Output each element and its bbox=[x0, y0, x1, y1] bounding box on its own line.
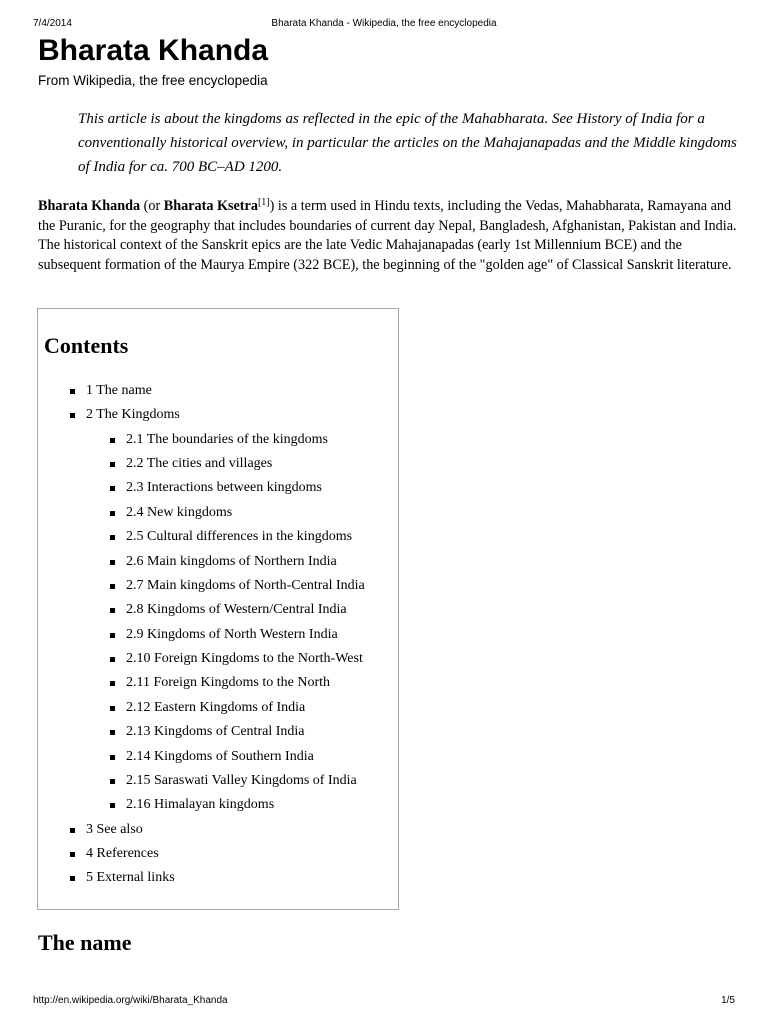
table-of-contents bbox=[37, 308, 399, 910]
toc-item[interactable] bbox=[126, 431, 328, 449]
bullet-icon bbox=[110, 706, 115, 711]
bullet-icon bbox=[110, 633, 115, 638]
link-history-of-india[interactable]: History of India bbox=[576, 111, 673, 127]
bullet-icon bbox=[70, 828, 75, 833]
toc-item-label: 2.16 Himalayan kingdoms bbox=[126, 797, 275, 813]
toc-item-label: 2.11 Foreign Kingdoms to the North bbox=[126, 675, 331, 691]
toc-item-label: 3 See also bbox=[86, 821, 143, 837]
print-title: Bharata Khanda - Wikipedia, the free encyclopedia bbox=[271, 18, 497, 29]
print-date: 7/4/2014 bbox=[33, 18, 72, 29]
bullet-icon bbox=[70, 413, 75, 418]
hatnote bbox=[78, 107, 743, 179]
toc-item[interactable] bbox=[126, 626, 338, 644]
toc-item[interactable] bbox=[126, 504, 232, 522]
bullet-icon bbox=[110, 584, 115, 589]
intro-bold-term: Bharata Khanda bbox=[38, 198, 141, 214]
section-heading: The name bbox=[38, 930, 132, 955]
toc-item-label: 2.3 Interactions between kingdoms bbox=[126, 480, 322, 496]
bullet-icon bbox=[110, 803, 115, 808]
toc-item[interactable] bbox=[126, 748, 314, 766]
toc-item[interactable] bbox=[126, 553, 337, 571]
bullet-icon bbox=[70, 876, 75, 881]
toc-item-label: 2.10 Foreign Kingdoms to the North-West bbox=[126, 651, 363, 667]
toc-item[interactable] bbox=[126, 699, 305, 717]
intro-text: (or bbox=[140, 198, 164, 214]
page-title: Bharata Khanda bbox=[38, 34, 269, 67]
reference-link[interactable]: [1] bbox=[257, 197, 270, 208]
toc-item[interactable] bbox=[86, 869, 175, 887]
toc-item-label: 1 The name bbox=[86, 383, 152, 398]
bullet-icon bbox=[70, 852, 75, 857]
bullet-icon bbox=[70, 389, 75, 394]
toc-item[interactable] bbox=[126, 577, 365, 595]
toc-item-label: 5 External links bbox=[86, 870, 175, 886]
toc-item-label: 2.13 Kingdoms of Central India bbox=[126, 724, 305, 740]
page-subtitle: From Wikipedia, the free encyclopedia bbox=[38, 73, 268, 88]
bullet-icon bbox=[110, 535, 115, 540]
bullet-icon bbox=[110, 657, 115, 662]
hatnote-text: for a conventionally historical overview, in particular the articles on the bbox=[78, 111, 705, 151]
bullet-icon bbox=[110, 608, 115, 613]
hatnote-text: and the bbox=[580, 135, 634, 151]
hatnote-text: This article is about the kingdoms as reflected in the epic of the bbox=[78, 111, 462, 127]
toc-item-label: 2.12 Eastern Kingdoms of India bbox=[126, 699, 306, 715]
bullet-icon bbox=[110, 486, 115, 491]
bullet-icon bbox=[110, 560, 115, 565]
toc-item-label: 2.9 Kingdoms of North Western India bbox=[126, 626, 338, 642]
link-mahabharata[interactable]: Mahabharata bbox=[461, 111, 545, 127]
toc-item[interactable] bbox=[86, 406, 180, 424]
toc-item[interactable] bbox=[126, 650, 363, 668]
toc-item[interactable] bbox=[126, 455, 272, 473]
intro-text: ) is a term used in Hindu texts, including the Vedas, Mahabharata, Ramayana and the Puranic, for the geography that includes boundaries of current day Nepal, Bangladesh, Afghanistan, Pakistan and India. The historical context of the Sanskrit epics are the late Vedic Mahajanapadas (early 1st Millennium BCE) and the subsequent formation of the Maurya Empire (322 BCE), the beginning of the "golden age" of Classical Sanskrit literature. bbox=[38, 198, 737, 273]
toc-item[interactable] bbox=[126, 601, 347, 619]
toc-item[interactable] bbox=[126, 772, 357, 790]
toc-item[interactable] bbox=[126, 723, 304, 741]
toc-item-label: 2.14 Kingdoms of Southern India bbox=[126, 748, 314, 764]
bullet-icon bbox=[110, 681, 115, 686]
bullet-icon bbox=[110, 730, 115, 735]
toc-item[interactable] bbox=[126, 796, 274, 814]
bullet-icon bbox=[110, 511, 115, 516]
toc-item-label: 2.15 Saraswati Valley Kingdoms of India bbox=[126, 772, 357, 788]
toc-item-label: 2.4 New kingdoms bbox=[126, 504, 233, 520]
print-url: http://en.wikipedia.org/wiki/Bharata_Khanda bbox=[33, 995, 228, 1006]
intro-bold-term: Bharata Ksetra bbox=[163, 198, 258, 214]
bullet-icon bbox=[110, 462, 115, 467]
toc-item-label: 2.5 Cultural differences in the kingdoms bbox=[126, 529, 353, 545]
toc-item[interactable] bbox=[126, 528, 352, 546]
toc-item[interactable] bbox=[86, 382, 152, 400]
toc-item-label: 2.2 The cities and villages bbox=[126, 456, 273, 472]
toc-item-label: 2.7 Main kingdoms of North-Central India bbox=[126, 577, 365, 593]
intro-paragraph bbox=[38, 197, 738, 275]
toc-item-label: 4 References bbox=[86, 846, 159, 862]
toc-item[interactable] bbox=[86, 845, 159, 863]
page-number: 1/5 bbox=[721, 995, 735, 1006]
toc-title: Contents bbox=[44, 333, 129, 358]
hatnote-text: for ca. 700 BC–AD 1200. bbox=[125, 159, 283, 175]
link-middle-kingdoms[interactable]: Middle kingdoms of India bbox=[78, 135, 737, 175]
toc-item-label: 2.1 The boundaries of the kingdoms bbox=[126, 431, 328, 447]
link-mahajanapadas[interactable]: Mahajanapadas bbox=[483, 135, 581, 151]
toc-item-label: 2.8 Kingdoms of Western/Central India bbox=[126, 602, 347, 618]
toc-item[interactable] bbox=[126, 479, 322, 497]
bullet-icon bbox=[110, 779, 115, 784]
hatnote-text: . See bbox=[544, 111, 577, 127]
toc-item-label: 2 The Kingdoms bbox=[86, 407, 180, 423]
bullet-icon bbox=[110, 438, 115, 443]
bullet-icon bbox=[110, 755, 115, 760]
toc-item[interactable] bbox=[126, 674, 330, 692]
toc-item-label: 2.6 Main kingdoms of Northern India bbox=[126, 553, 337, 569]
toc-item[interactable] bbox=[86, 821, 143, 839]
